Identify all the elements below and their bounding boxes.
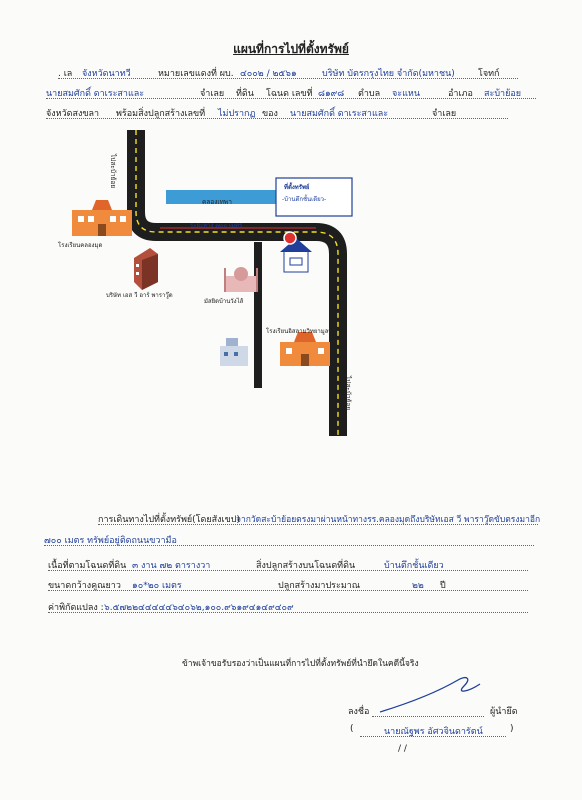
company-label: บริษัท เอส วี อาร์ พาราวู๊ด [106, 292, 173, 299]
school-2-label: โรงเรียนอิสลามวิทยามูลนิธิ [266, 328, 337, 335]
directions-line-1 [98, 524, 538, 525]
subdistrict-label: ตำบล [358, 89, 381, 99]
owner-name: นายสมศักดิ์ ดาเระสาและ [290, 109, 389, 119]
details-line-3 [48, 612, 528, 613]
mosque-label: มัสยิดบ้านวังไส้ [204, 298, 244, 305]
directions-line-2 [44, 545, 534, 546]
size-label: ขนาดกว้างคูณยาว [48, 581, 121, 591]
size-value: ๑๐*๒๐ เมตร [132, 581, 182, 591]
building-label: พร้อมสิ่งปลูกสร้างเลขที่ [116, 109, 206, 119]
mosque-icon [224, 267, 258, 292]
paren-open: ( [350, 724, 354, 734]
certification-text: ข้าพเจ้าขอรับรองว่าเป็นแผนที่การไปที่ตั้งทรัพย์ที่นำยึดในคดีนี้จริง [182, 659, 419, 669]
header-line-1 [58, 78, 518, 79]
road-right-label: ไปสะบ้าย้อย [344, 376, 352, 411]
building-type-label: สิ่งปลูกสร้างบนโฉนดที่ดิน [256, 561, 356, 571]
property-house-icon [280, 238, 312, 272]
header-line-2 [46, 98, 536, 99]
document-title: แผนที่การไปที่ตั้งทรัพย์ [233, 42, 349, 56]
building-type-value: บ้านตึกชั้นเดียว [384, 561, 444, 571]
deed-number: ๘๑๙๘ [318, 89, 345, 99]
school-2-icon [280, 332, 330, 366]
canal-label: คลองเทพา [202, 198, 232, 206]
district-label: อำเภอ [448, 89, 473, 99]
plaintiff-name: บริษัท บัตรกรุงไทย จำกัด(มหาชน) [322, 69, 455, 79]
age-value: ๒๒ [412, 581, 424, 591]
directions-text-2: ๗๐๐ เมตร ทรัพย์อยู่ติดถนนขวามือ [44, 536, 177, 546]
directions-label: การเดินทางไปที่ตั้งทรัพย์(โดยสังเขป) [98, 515, 240, 525]
distance-label: ระยะทาง ๗๐๐ เมตร [190, 222, 243, 229]
details-line-2 [48, 590, 528, 591]
land-label: ที่ดิน [236, 89, 254, 99]
signer-role: ผู้นำยึด [490, 707, 518, 717]
coord-value: ๖.๕๗๒๒๔๔๔๔๔๖๔๐๖๒,๑๐๐.๙๖๑๙๔๑๔๙๔๐๙ [104, 603, 294, 613]
signature-mark [376, 670, 486, 720]
age-label: ปลูกสร้างมาประมาณ [278, 581, 361, 591]
signer-name-line [360, 736, 506, 737]
office-building-icon [220, 338, 248, 366]
age-unit: ปี [440, 581, 446, 591]
defendant-label: จำเลย [200, 89, 225, 99]
plaintiff-label: โจทก์ [478, 69, 500, 79]
school-1-icon [72, 200, 132, 236]
road-top-label: ไปสะบ้าย้อย [109, 154, 117, 189]
school-1-label: โรงเรียนคลองมุด [58, 242, 103, 249]
signature-date: / / [398, 744, 407, 754]
owner-label: ของ [262, 109, 278, 119]
paren-close: ) [510, 724, 514, 734]
court-name: จังหวัดนาทวี [82, 69, 131, 79]
signer-name: นายณัฐพร อัศวจินดารัตน์ [384, 727, 483, 737]
building-number: ไม่ปรากฏ [218, 109, 256, 119]
property-pin-icon [284, 232, 296, 244]
defendant-name: นายสมศักดิ์ ดาเระสาและ [46, 89, 145, 99]
area-label: เนื้อที่ตามโฉนดที่ดิน [48, 561, 127, 571]
deed-label: โฉนด เลขที่ [266, 89, 313, 99]
directions-text-1: จากวัดสะบ้าย้อยตรงมาผ่านหน้าทางรร.คลองมุดถึงบริษัทเอส วี พาราวู๊ดขับตรงมาอีก [236, 515, 541, 525]
header-prefix: . เล [58, 69, 73, 79]
property-label: ที่ตั้งทรัพย์ [284, 184, 310, 191]
property-type-label: -บ้านตึกชั้นเดียว- [282, 196, 327, 203]
case-number: ๔๐๐๒ / ๒๕๖๑ [240, 69, 297, 79]
details-line-1 [48, 570, 528, 571]
province-name: จังหวัดสงขลา [46, 109, 100, 119]
coord-label: ค่าพิกัดแปลง : [48, 603, 104, 613]
sign-label: ลงชื่อ [348, 707, 370, 717]
subdistrict-name: จะแหน [392, 89, 420, 99]
owner-role: จำเลย [432, 109, 457, 119]
side-street [254, 242, 262, 388]
company-building-icon [134, 248, 158, 290]
district-name: สะบ้าย้อย [484, 89, 522, 99]
area-value: ๓ งาน ๗๒ ตารางวา [132, 561, 211, 571]
header-line-3 [46, 118, 508, 119]
case-no-label: หมายเลขแดงที่ ผบ. [158, 69, 234, 79]
